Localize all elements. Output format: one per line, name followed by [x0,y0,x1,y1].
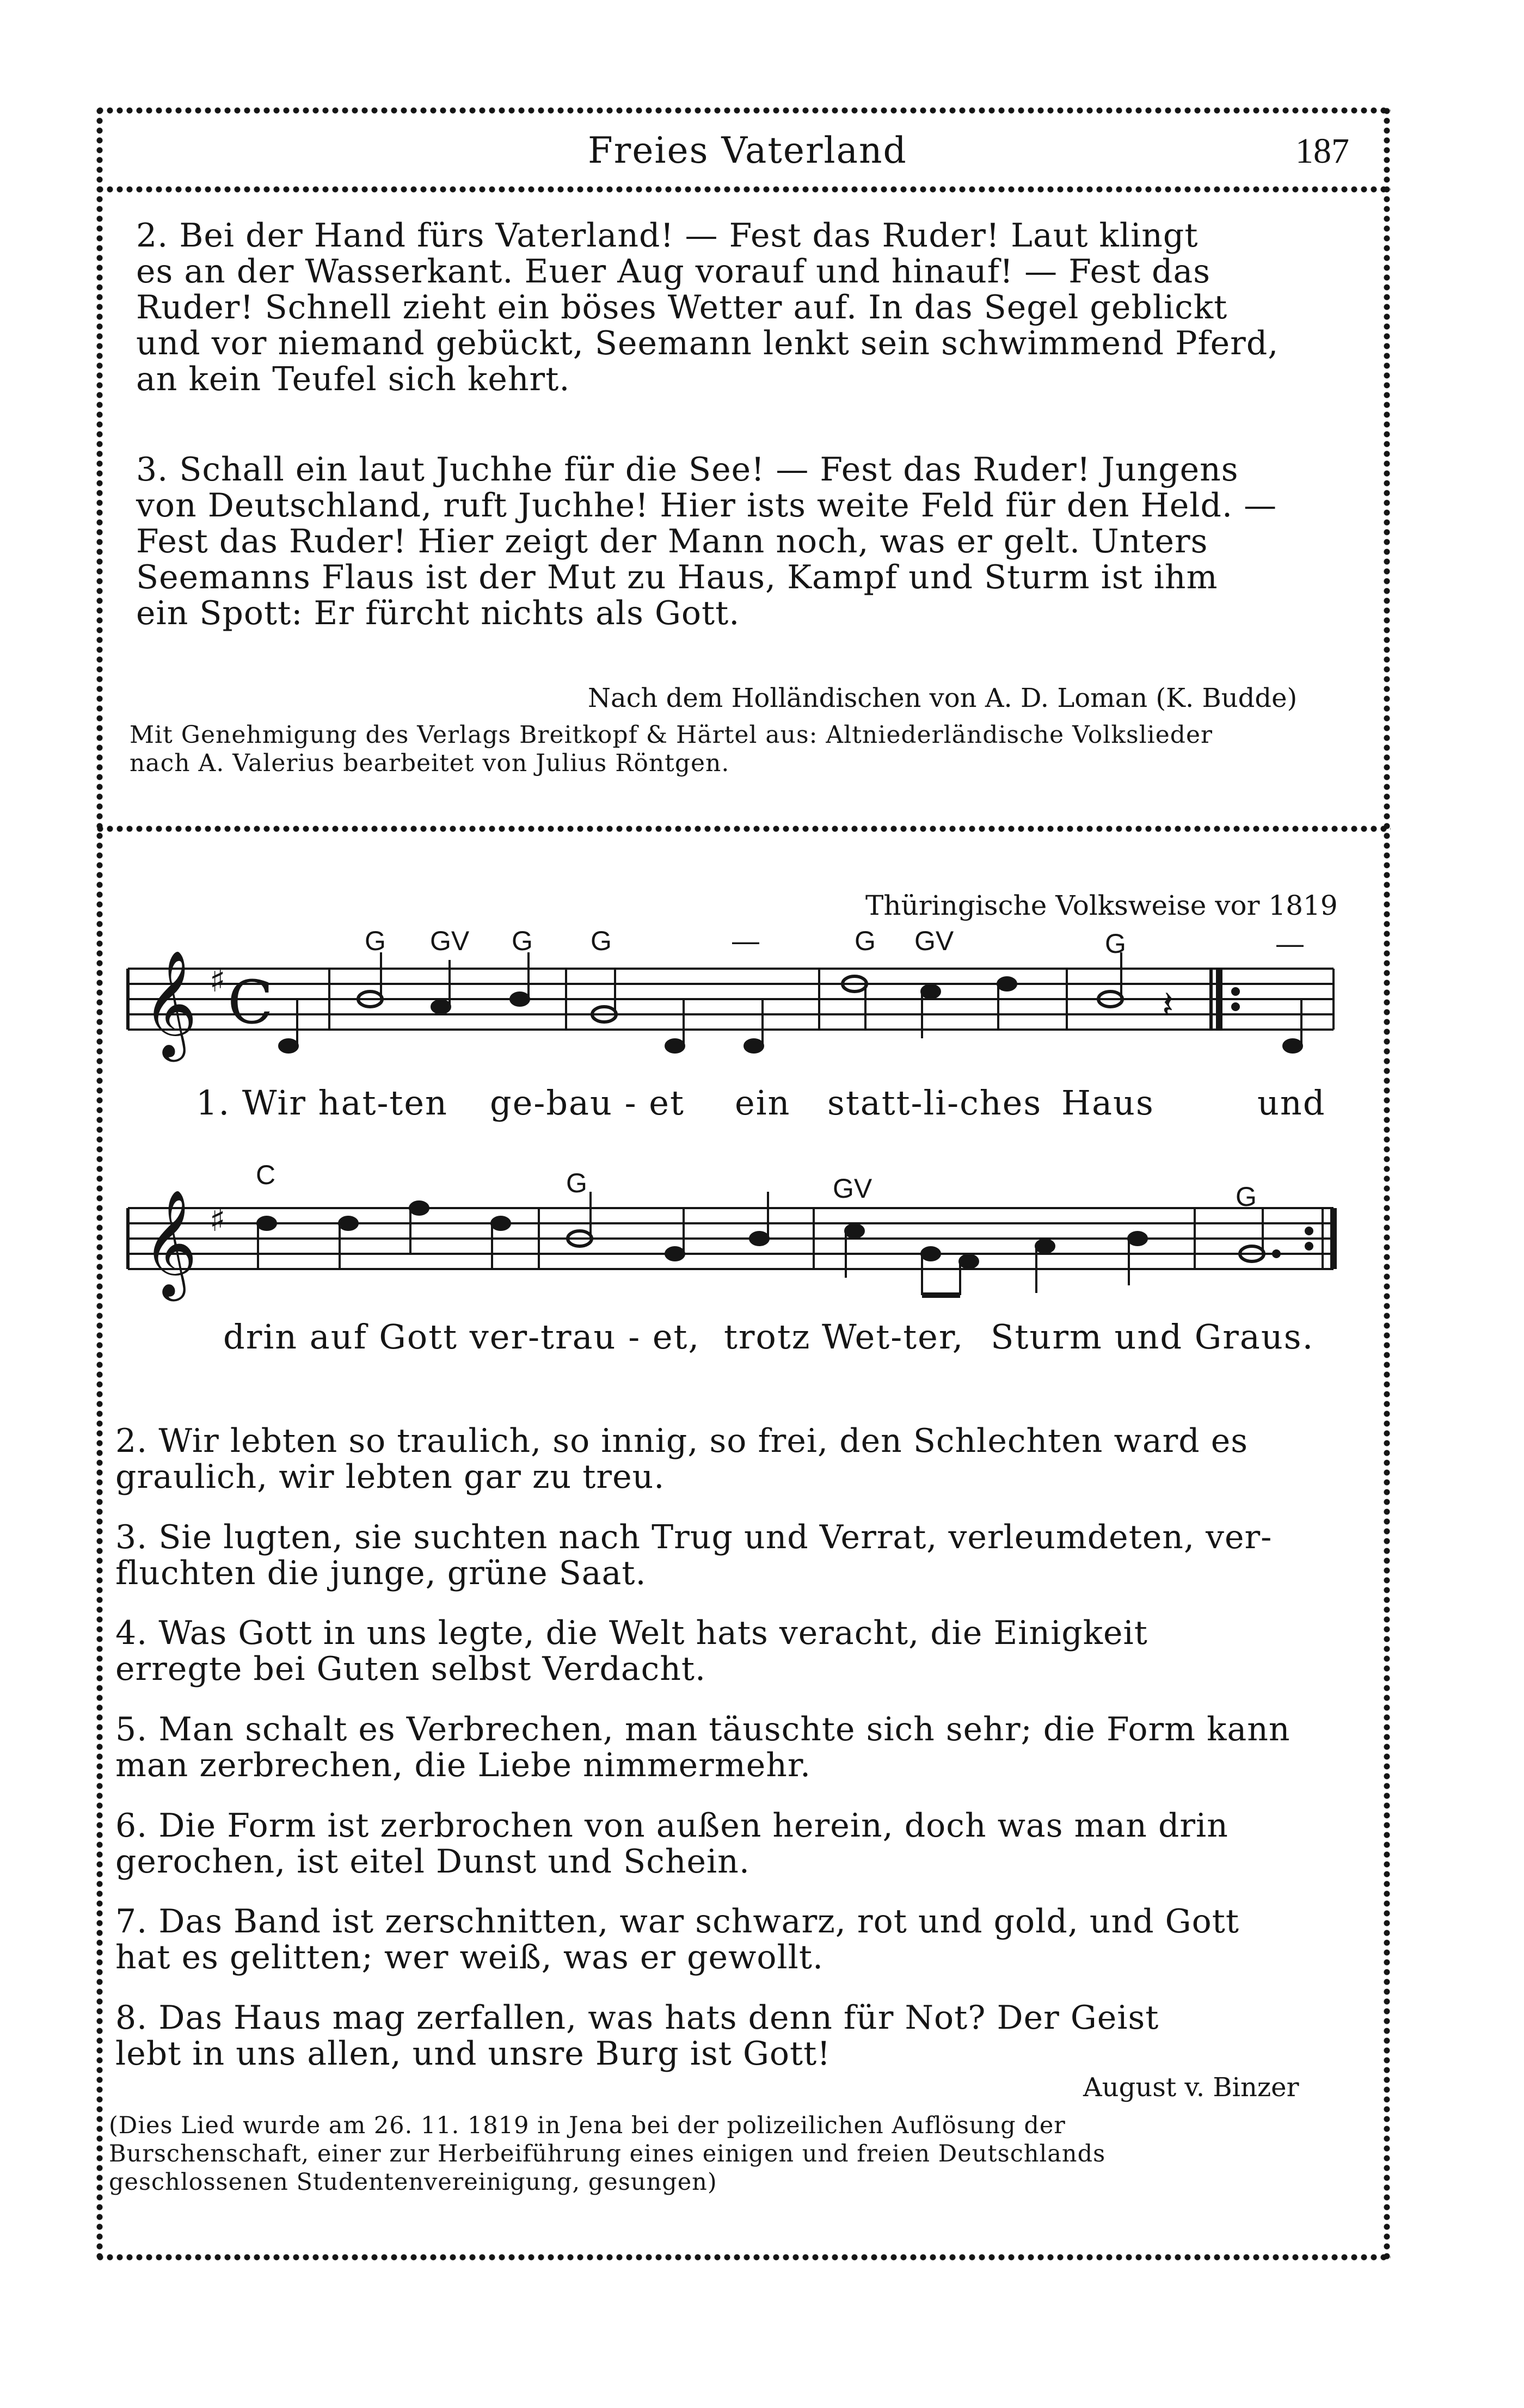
treble-clef-icon: 𝄞 [143,950,198,1057]
chord-label: C [256,1160,276,1190]
key-signature-sharp-icon: ♯ [210,962,226,1000]
lyric-syllable: Wet-ter, [822,1317,964,1357]
verse-line: 2. Bei der Hand fürs Vaterland! — Fest das Ruder! Laut klingt [136,217,1199,255]
song2-verse-7 [115,1904,1239,1975]
song1-verse-3 [136,452,1277,631]
verse-line: 8. Das Haus mag zerfallen, was hats denn für Not? Der Geist [115,1999,1159,2037]
song2-verse-2 [115,1423,1248,1495]
chord-label: GV [833,1173,872,1204]
verse-line: Seemanns Flaus ist der Mut zu Haus, Kampf und Sturm ist ihm [136,558,1218,596]
page-number: 187 [1295,131,1349,171]
verse-line: 7. Das Band ist zerschnitten, war schwarz, rot und gold, und Gott [115,1902,1239,1941]
melody-source: Thüringische Volksweise vor 1819 [865,890,1338,921]
lyric-syllable: Haus [1061,1083,1154,1123]
music-staff-2 [0,1181,1524,1322]
verse-line: 3. Sie lugten, sie suchten nach Trug und Verrat, verleumdeten, ver- [115,1518,1273,1556]
lyric-syllable: 1. Wir hat-ten [196,1083,448,1123]
song2-verse-5 [115,1711,1291,1783]
chord-label: G [365,926,386,956]
verse-line: es an der Wasserkant. Euer Aug vorauf und hinauf! — Fest das [136,252,1211,291]
footnote-line: (Dies Lied wurde am 26. 11. 1819 in Jena bei der polizeilichen Auflösung der [109,2112,1066,2139]
verse-line: hat es gelitten; wer weiß, was er gewollt. [115,1938,824,1976]
lyric-syllable: ge-bau - et [490,1083,685,1123]
key-signature-sharp-icon: ♯ [210,1201,226,1239]
common-time-icon: C [228,968,274,1037]
lyric-syllable: ein [735,1083,791,1123]
verse-line: 2. Wir lebten so traulich, so innig, so frei, den Schlechten ward es [115,1422,1249,1460]
chord-label: G [855,926,876,956]
quarter-rest-icon: 𝄽 [1162,982,1174,1027]
treble-clef-icon: 𝄞 [143,1189,198,1297]
music-staff-1 [0,947,1524,1088]
verse-line: graulich, wir lebten gar zu treu. [115,1458,665,1496]
frame-top-border [95,106,1391,115]
chord-label: — [732,926,759,956]
chord-label: GV [914,926,954,956]
verse-line: man zerbrechen, die Liebe nimmermehr. [115,1746,812,1784]
chord-label: GV [430,926,470,956]
lyric-syllable: und [1257,1083,1326,1123]
chord-label: G [1105,928,1126,959]
lyric-syllable: drin auf Gott ver-trau - et, [223,1317,700,1357]
song2-verse-4 [115,1615,1148,1687]
verse-line: und vor niemand gebückt, Seemann lenkt sein schwimmend Pferd, [136,324,1279,362]
chord-label: G [1236,1181,1257,1212]
verse-line: gerochen, ist eitel Dunst und Schein. [115,1843,750,1881]
permission-line: nach A. Valerius bearbeitet von Julius Röntgen. [130,749,730,777]
verse-line: von Deutschland, ruft Juchhe! Hier ists weite Feld für den Held. — [136,486,1277,525]
verse-line: Ruder! Schnell zieht ein böses Wetter auf. In das Segel geblickt [136,288,1228,327]
verse-line: fluchten die junge, grüne Saat. [115,1554,647,1592]
song2-verse-3 [115,1519,1272,1591]
verse-line: an kein Teufel sich kehrt. [136,360,570,398]
song2-verse-6 [115,1808,1228,1880]
chord-label: G [512,926,533,956]
chord-label: — [1276,928,1304,959]
header-divider [95,185,1391,194]
verse-line: 5. Man schalt es Verbrechen, man täuschte sich sehr; die Form kann [115,1710,1291,1748]
footnote-line: geschlossenen Studentenvereinigung, gesungen) [109,2169,717,2196]
permission-line: Mit Genehmigung des Verlags Breitkopf & Härtel aus: Altniederländische Volkslieder [130,721,1213,749]
verse-line: Fest das Ruder! Hier zeigt der Mann noch, was er gelt. Unters [136,522,1208,561]
running-header-title: Freies Vaterland [588,130,907,171]
verse-line: erregte bei Guten selbst Verdacht. [115,1650,706,1688]
chord-label: G [591,926,612,956]
verse-line: ein Spott: Er fürcht nichts als Gott. [136,594,740,632]
song2-verse-8 [115,2000,1159,2072]
verse-line: lebt in uns allen, und unsre Burg ist Gott! [115,2035,831,2073]
chord-label: G [566,1168,587,1198]
song1-permission-note [130,721,1343,778]
footnote-line: Burschenschaft, einer zur Herbeiführung eines einigen und freien Deutschlands [109,2140,1106,2167]
song2-footnote [109,2111,1350,2196]
song2-author: August v. Binzer [1083,2072,1299,2103]
section-divider [95,824,1391,833]
verse-line: 4. Was Gott in uns legte, die Welt hats veracht, die Einigkeit [115,1614,1148,1652]
lyric-syllable: trotz [724,1317,811,1357]
verse-line: 3. Schall ein laut Juchhe für die See! — Fest das Ruder! Jungens [136,451,1239,489]
song1-attribution: Nach dem Holländischen von A. D. Loman (K. Budde) [588,683,1298,713]
song1-verse-2 [136,218,1279,397]
lyric-syllable: Sturm und Graus. [991,1317,1314,1357]
verse-line: 6. Die Form ist zerbrochen von außen herein, doch was man drin [115,1807,1228,1845]
lyric-syllable: statt-li-ches [827,1083,1042,1123]
frame-bottom-border [95,2253,1391,2262]
